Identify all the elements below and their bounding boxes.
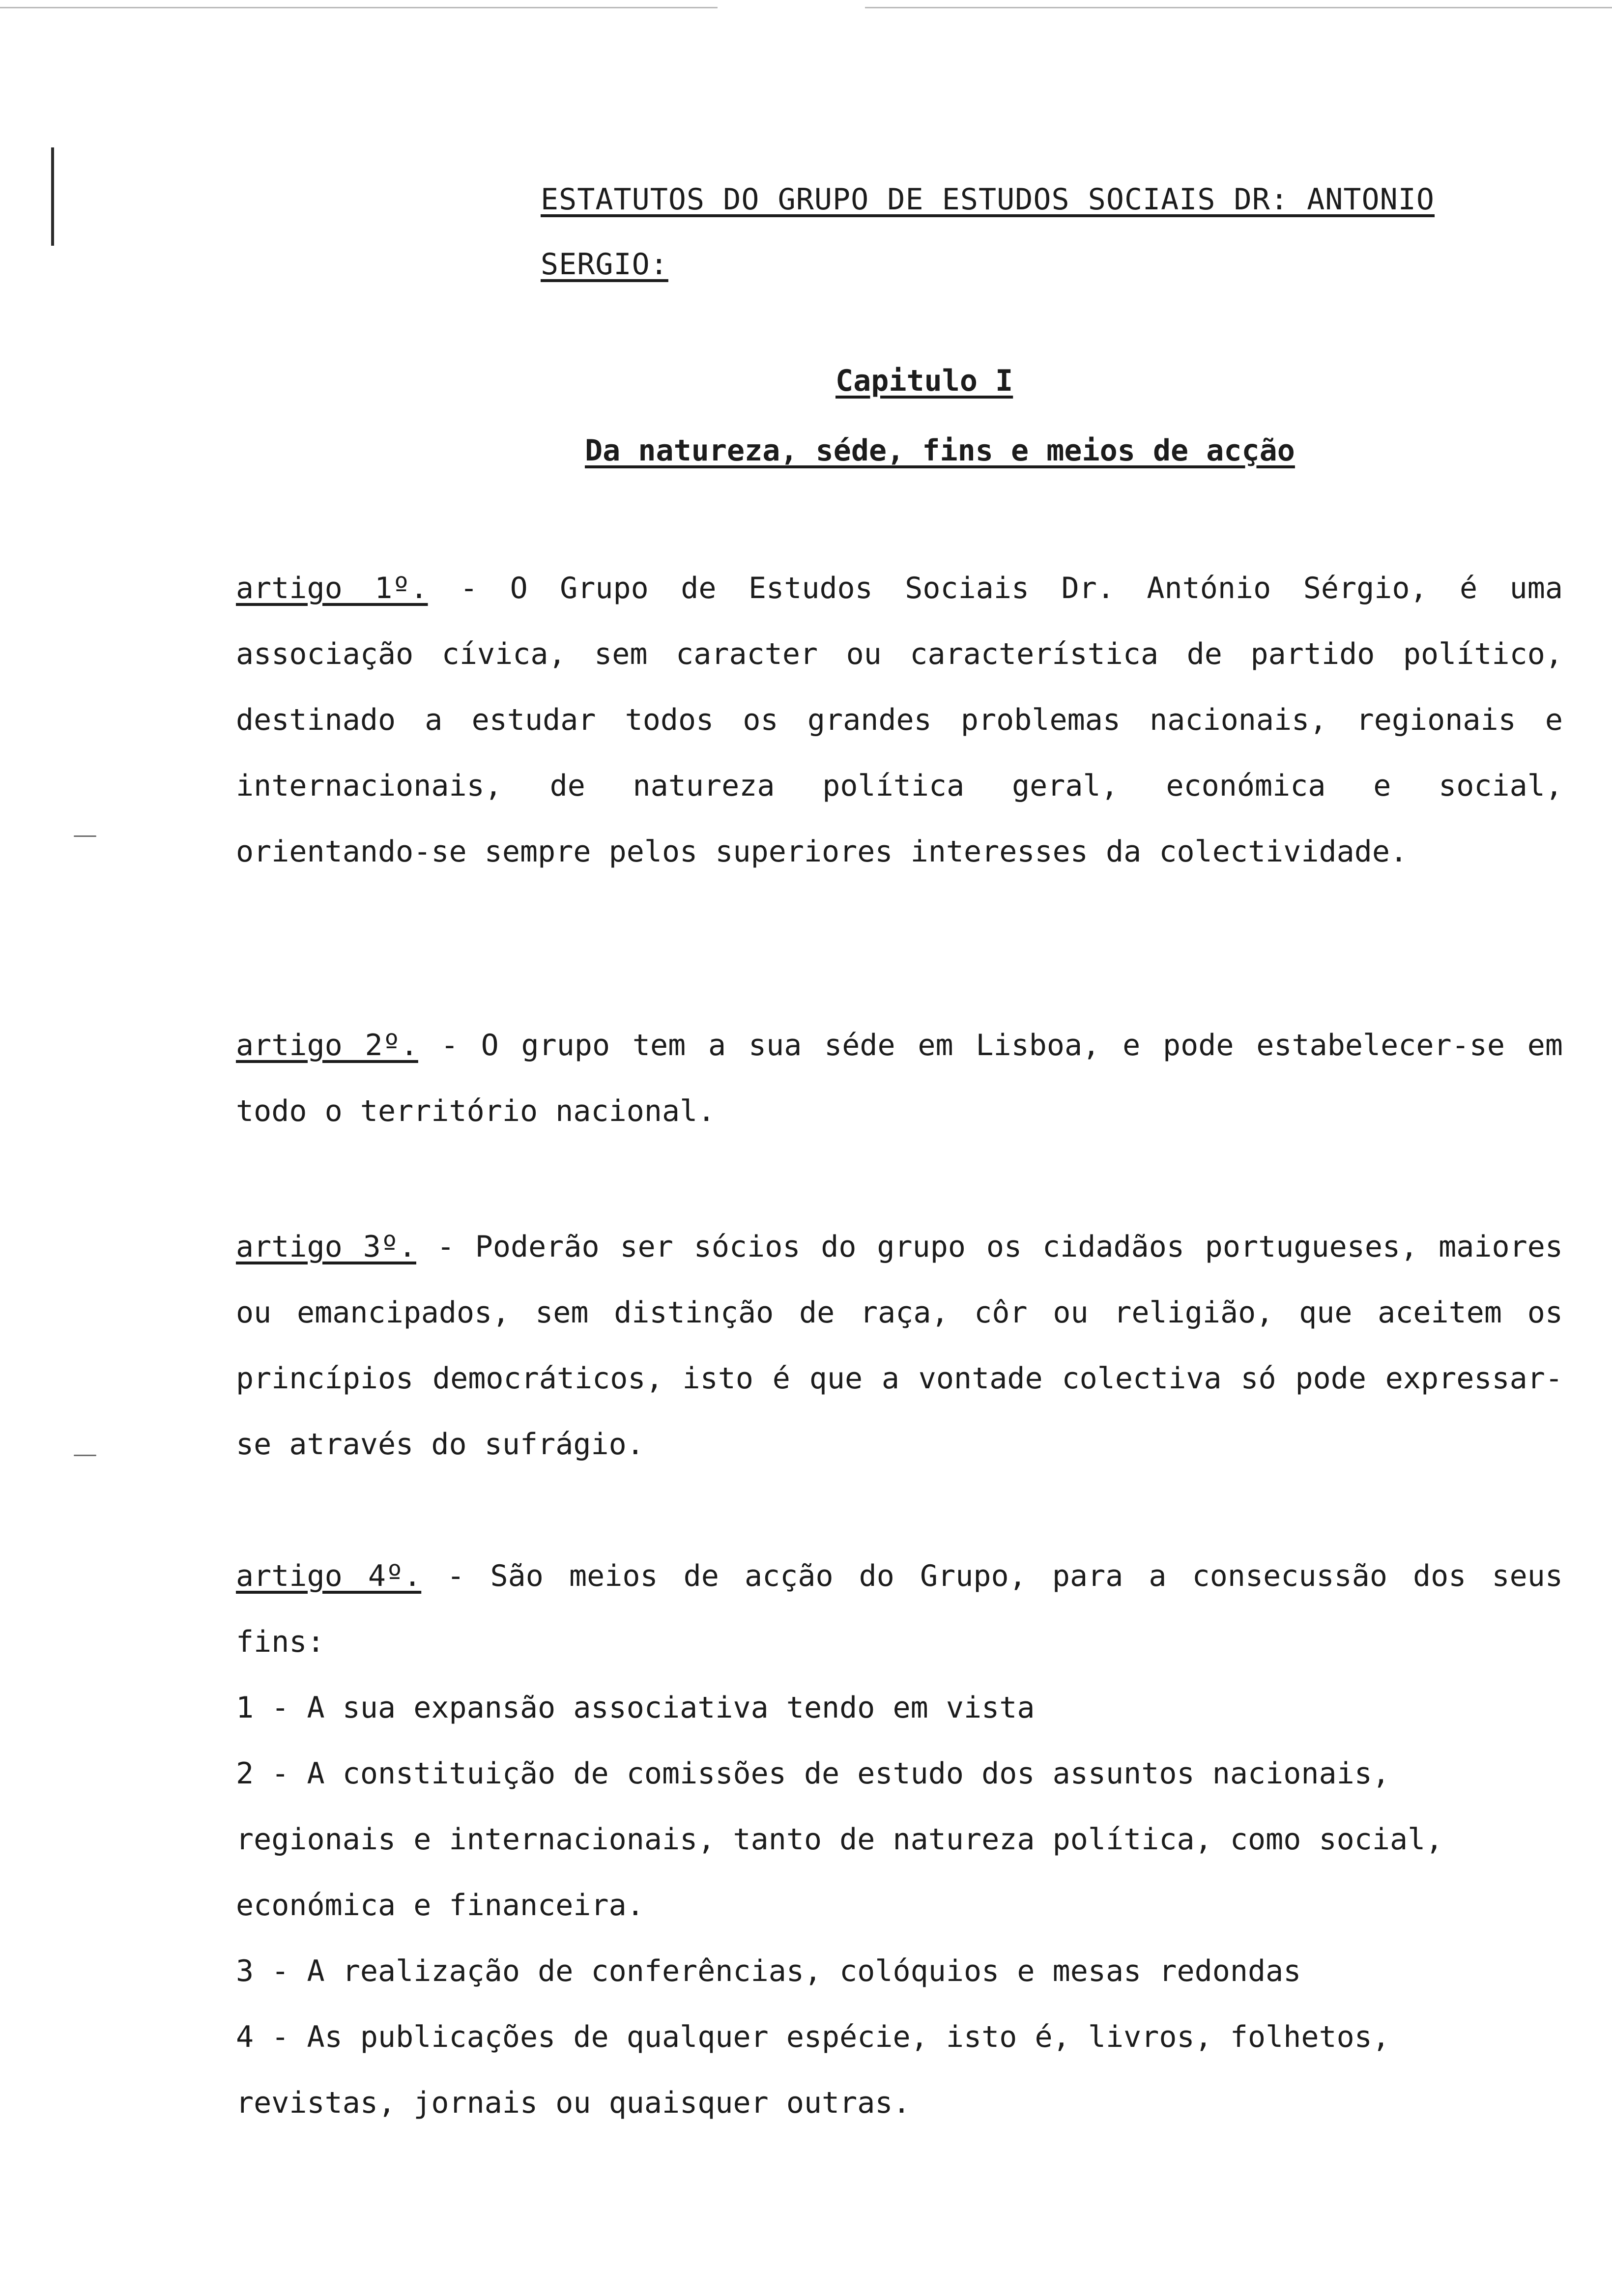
article-text: - O grupo tem a sua séde em Lisboa, e pode estabelecer-se em todo o território nacional. [236, 1028, 1563, 1128]
document-title: ESTATUTOS DO GRUPO DE ESTUDOS SOCIAIS DR: ANTONIO SERGIO: [541, 182, 1435, 282]
chapter-heading: Capitulo I [835, 364, 1013, 398]
chapter-subtitle: Da natureza, séde, fins e meios de acção [585, 433, 1295, 468]
punch-hole-mark [74, 835, 96, 837]
article-text: - O Grupo de Estudos Sociais Dr. António Sérgio, é uma associação cívica, sem caracter ou característica de partido político, destinado a estudar todos os grandes problemas nacionais, regionais e internacionais, de natureza política geral, económica e social, orientando-se sempre pelos superiores interesses da colectividade. [236, 571, 1563, 869]
list-item: 4 - As publicações de qualquer espécie, isto é, livros, folhetos, revistas, jornais ou quaisquer outras. [236, 2020, 1390, 2120]
article-label: artigo 3º. [236, 1230, 416, 1264]
article-1 [236, 555, 1563, 885]
scan-edge-line [865, 7, 1612, 8]
article-2 [236, 1012, 1563, 1144]
article-label: artigo 1º. [236, 571, 428, 605]
article-label: artigo 2º. [236, 1028, 418, 1062]
list-item: 2 - A constituição de comissões de estudo dos assuntos nacionais, regionais e internacionais, tanto de natureza política, como social, económica e financeira. [236, 1756, 1443, 1923]
list-item: 1 - A sua expansão associativa tendo em vista [236, 1691, 1035, 1725]
margin-mark [51, 147, 54, 246]
article-3 [236, 1214, 1563, 1477]
list-item: 3 - A realização de conferências, colóquios e mesas redondas [236, 1954, 1301, 1988]
scan-edge-line [0, 7, 718, 8]
punch-hole-mark [74, 1455, 96, 1456]
article-text: - Poderão ser sócios do grupo os cidadãos portugueses, maiores ou emancipados, sem distinção de raça, côr ou religião, que aceitem os princípios democráticos, isto é que a vontade colectiva só pode expressar-se através do sufrágio. [236, 1230, 1563, 1462]
article-label: artigo 4º. [236, 1559, 422, 1593]
article-text: - São meios de acção do Grupo, para a consecussão dos seus fins: [236, 1559, 1563, 1659]
article-4 [236, 1543, 1563, 1675]
